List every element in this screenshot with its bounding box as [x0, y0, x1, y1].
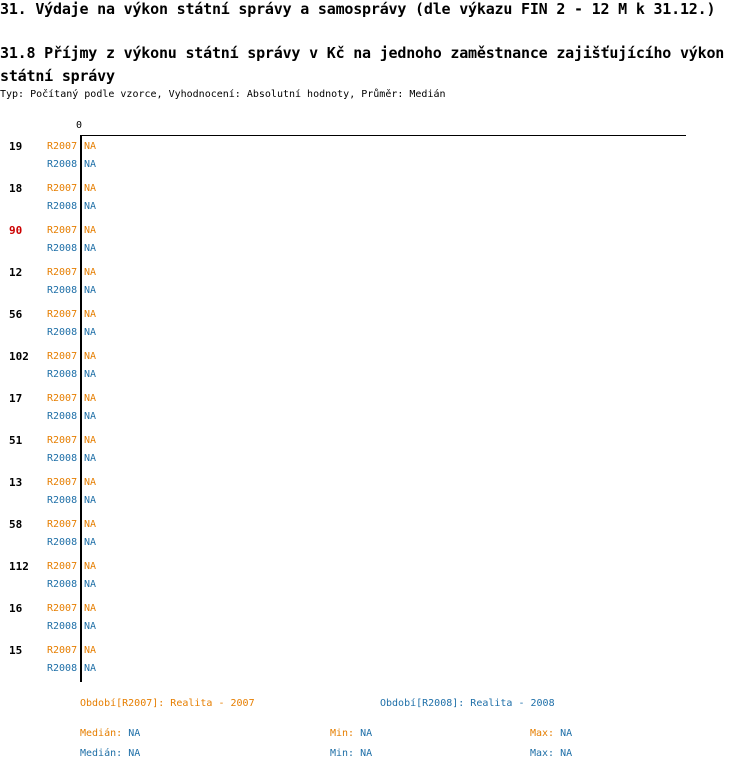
data-label: NA [84, 561, 97, 572]
series-label: R2007 [47, 183, 78, 194]
data-label: NA [84, 537, 97, 548]
stat-median-value: NA [128, 748, 141, 759]
chart-row [0, 220, 700, 262]
series-label: R2008 [47, 495, 78, 506]
series-label: R2008 [47, 159, 78, 170]
series-label: R2008 [47, 243, 78, 254]
chart-row [0, 346, 700, 388]
series-label: R2007 [47, 141, 78, 152]
chart-row [0, 430, 700, 472]
series-label: R2007 [47, 435, 78, 446]
stat-median-r2008 [80, 748, 140, 759]
data-label: NA [84, 351, 97, 362]
stat-max-value: NA [560, 748, 573, 759]
stat-min-r2008 [330, 748, 372, 759]
chart-title: 31.8 Příjmy z výkonu státní správy v Kč na jednoho zaměstnance zajišťujícího výkon státní správy [0, 44, 725, 85]
data-label: NA [84, 309, 97, 320]
series-label: R2008 [47, 285, 78, 296]
series-label: R2008 [47, 663, 78, 674]
stat-max-label: Max: [530, 728, 555, 739]
chart-row [0, 556, 700, 598]
series-label: R2008 [47, 369, 78, 380]
chart-row [0, 388, 700, 430]
series-label: R2008 [47, 201, 78, 212]
data-label: NA [84, 369, 97, 380]
data-label: NA [84, 201, 97, 212]
page-title: 31. Výdaje na výkon státní správy a samosprávy (dle výkazu FIN 2 - 12 M k 31.12.) [0, 0, 716, 18]
data-label: NA [84, 645, 97, 656]
data-label: NA [84, 519, 97, 530]
chart-row [0, 304, 700, 346]
stat-median-value: NA [128, 728, 141, 739]
data-label: NA [84, 183, 97, 194]
category-label: 15 [9, 644, 23, 657]
data-label: NA [84, 603, 97, 614]
stat-median-r2007 [80, 728, 140, 739]
category-label: 58 [9, 518, 23, 531]
series-label: R2007 [47, 309, 78, 320]
axis-zero-label: 0 [76, 120, 83, 131]
data-label: NA [84, 159, 97, 170]
category-label: 112 [9, 560, 29, 573]
series-label: R2007 [47, 603, 78, 614]
series-label: R2007 [47, 645, 78, 656]
stat-median-label: Medián: [80, 748, 123, 759]
category-label: 13 [9, 476, 23, 489]
data-label: NA [84, 477, 97, 488]
data-label: NA [84, 579, 97, 590]
data-label: NA [84, 621, 97, 632]
category-label: 18 [9, 182, 23, 195]
stat-min-label: Min: [330, 748, 355, 759]
series-label: R2007 [47, 477, 78, 488]
data-label: NA [84, 411, 97, 422]
series-label: R2008 [47, 621, 78, 632]
data-label: NA [84, 285, 97, 296]
stat-min-r2007 [330, 728, 372, 739]
category-label: 17 [9, 392, 23, 405]
data-label: NA [84, 393, 97, 404]
category-label: 90 [9, 224, 23, 237]
data-label: NA [84, 435, 97, 446]
data-label: NA [84, 225, 97, 236]
series-label: R2007 [47, 267, 78, 278]
series-label: R2007 [47, 225, 78, 236]
chart-row [0, 262, 700, 304]
legend-r2007: Období[R2007]: Realita - 2007 [80, 698, 255, 709]
stat-max-value: NA [560, 728, 573, 739]
series-label: R2008 [47, 411, 78, 422]
data-label: NA [84, 663, 97, 674]
category-label: 51 [9, 434, 23, 447]
series-label: R2007 [47, 351, 78, 362]
stat-max-label: Max: [530, 748, 555, 759]
stat-min-value: NA [360, 728, 373, 739]
legend-r2008: Období[R2008]: Realita - 2008 [380, 698, 555, 709]
series-label: R2008 [47, 453, 78, 464]
data-label: NA [84, 267, 97, 278]
chart-row [0, 598, 700, 640]
stat-min-label: Min: [330, 728, 355, 739]
series-label: R2008 [47, 579, 78, 590]
series-label: R2007 [47, 561, 78, 572]
chart-row [0, 640, 700, 682]
data-label: NA [84, 141, 97, 152]
stat-min-value: NA [360, 748, 373, 759]
data-label: NA [84, 327, 97, 338]
series-label: R2007 [47, 393, 78, 404]
series-label: R2007 [47, 519, 78, 530]
category-label: 16 [9, 602, 23, 615]
chart-row [0, 178, 700, 220]
category-label: 12 [9, 266, 23, 279]
data-label: NA [84, 495, 97, 506]
category-label: 56 [9, 308, 23, 321]
chart-type-line: Typ: Počítaný podle vzorce, Vyhodnocení: Absolutní hodnoty, Průměr: Medián [0, 89, 446, 100]
category-label: 102 [9, 350, 29, 363]
series-label: R2008 [47, 537, 78, 548]
series-label: R2008 [47, 327, 78, 338]
stat-median-label: Medián: [80, 728, 123, 739]
chart-row [0, 514, 700, 556]
chart-row [0, 136, 700, 178]
chart-row [0, 472, 700, 514]
stat-max-r2007 [530, 728, 572, 739]
stat-max-r2008 [530, 748, 572, 759]
data-label: NA [84, 243, 97, 254]
category-label: 19 [9, 140, 23, 153]
data-label: NA [84, 453, 97, 464]
